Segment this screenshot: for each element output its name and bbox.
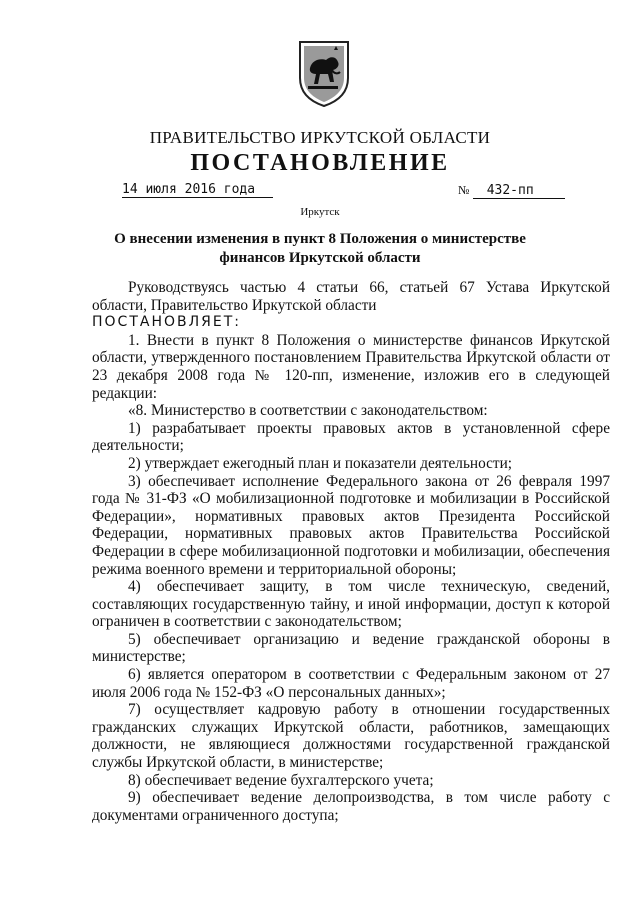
coat-of-arms-icon: [298, 38, 350, 108]
document-number: [458, 182, 565, 199]
list-item: 2) утверждает ежегодный план и показатели деятельности;: [128, 454, 513, 472]
city: Иркутск: [300, 206, 340, 218]
clause-1: 1. Внести в пункт 8 Положения о министерстве финансов Иркутской области, утвержденного постановлением Правительства Иркутской области от 23 декабря 2008 года № 120-пп, изменение, изложив его в следующей редакции:: [92, 331, 610, 402]
list-item: 9) обеспечивает ведение делопроизводства, в том числе работу с документами ограниченного доступа;: [92, 789, 610, 824]
list-item: 4) обеспечивает защиту, в том числе техническую, сведений, составляющих государственную тайну, и иной информации, доступ к которой ограничен в соответствии с законодательством;: [92, 578, 610, 631]
list-item: 7) осуществляет кадровую работу в отношении государственных гражданских служащих Иркутской области, работников, замещающих должности, не являющиеся должностями государственной гражданской службы Иркутской области, в министерстве;: [92, 701, 610, 772]
organization-name: ПРАВИТЕЛЬСТВО ИРКУТСКОЙ ОБЛАСТИ: [149, 128, 491, 147]
list-item: 8) обеспечивает ведение бухгалтерского учета;: [128, 771, 434, 789]
document-date: 14 июля 2016 года: [122, 182, 273, 198]
document-subject: О внесении изменения в пункт 8 Положения о министерстве финансов Иркутской области: [114, 231, 526, 266]
number-label: №: [458, 183, 470, 197]
list-item: 1) разрабатывает проекты правовых актов в установленной сфере деятельности;: [92, 419, 610, 455]
document-body: [92, 279, 610, 824]
document-type: ПОСТАНОВЛЕНИЕ: [190, 150, 450, 176]
list-item: 6) является оператором в соответствии с Федеральным законом от 27 июля 2006 года № 152-ФЗ «О персональных данных»;: [92, 666, 610, 701]
number-value: 432-пп: [473, 183, 565, 199]
preamble: Руководствуясь частью 4 статьи 66, статьей 67 Устава Иркутской области, Правительство Иркутской области: [92, 279, 610, 314]
resolves-heading: ПОСТАНОВЛЯЕТ:: [92, 314, 241, 331]
list-item: 3) обеспечивает исполнение Федерального закона от 26 февраля 1997 года № 31-ФЗ «О мобилизационной подготовке и мобилизации в Российской Федерации», нормативных правовых актов Президента Российской Федерации, нормативных правовых актов Правительства Российской Федерации в сфере мобилизационной подготовки и мобилизации, обеспечения режима военного времени и территориальной обороны;: [92, 472, 610, 578]
list-item: 5) обеспечивает организацию и ведение гражданской обороны в министерстве;: [92, 630, 610, 666]
clause-8-intro: «8. Министерство в соответствии с законодательством:: [128, 402, 488, 420]
